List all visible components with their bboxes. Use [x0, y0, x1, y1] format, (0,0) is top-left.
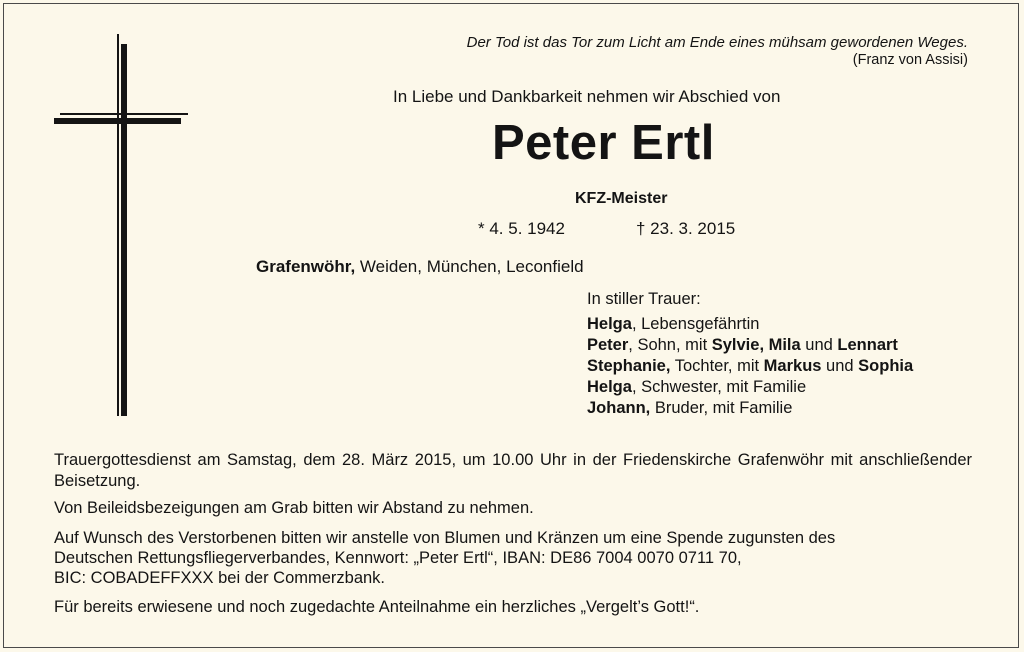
mourner-relation: Tochter, mit [670, 357, 764, 375]
mourner-relation: , Lebensgefährtin [631, 315, 760, 333]
mourner-line [587, 335, 913, 356]
places-rest: Weiden, München, Leconfield [355, 257, 584, 276]
places-bold: Grafenwöhr, [256, 257, 356, 276]
mourner-name: Helga [587, 315, 632, 333]
donation-line-1: Auf Wunsch des Verstorbenen bitten wir anstelle von Blumen und Kränzen um eine Spende zugunsten des [54, 529, 836, 547]
quote-text: Der Tod ist das Tor zum Licht am Ende eines mühsam gewordenen Weges. [466, 34, 968, 51]
mourner-relation: Bruder, mit Familie [650, 399, 793, 417]
donation-line-2: Deutschen Rettungsfliegerverbandes, Kennwort: „Peter Ertl“, IBAN: DE86 7004 0070 0711 70, [54, 549, 742, 567]
deceased-profession: KFZ-Meister [575, 190, 668, 207]
places [256, 257, 584, 277]
mourner-name: Johann, [587, 399, 651, 417]
mourner-line [587, 356, 913, 377]
donation-line-3: BIC: COBADEFFXXX bei der Commerzbank. [54, 569, 386, 587]
mourner-line [587, 314, 913, 335]
mourner-line [587, 398, 913, 419]
deceased-name: Peter Ertl [492, 116, 715, 170]
mourner-line [587, 377, 913, 398]
mourner-name: Sylvie, Mila [711, 336, 801, 354]
mourner-relation: und [800, 336, 838, 354]
mourner-name: Markus [763, 357, 822, 375]
mourner-relation: und [821, 357, 859, 375]
condolence-notice: Von Beileidsbezeigungen am Grab bitten wir Abstand zu nehmen. [54, 499, 534, 517]
thanks-notice: Für bereits erwiesene und noch zugedachte Anteilnahme ein herzliches „Vergelt’s Gott!“. [54, 598, 700, 616]
quote-author: (Franz von Assisi) [852, 52, 968, 68]
death-date: † 23. 3. 2015 [636, 219, 736, 238]
intro-text: In Liebe und Dankbarkeit nehmen wir Abschied von [393, 87, 781, 106]
mourner-name: Peter [587, 336, 629, 354]
mourner-name: Sophia [858, 357, 914, 375]
mourner-relation: , Sohn, mit [628, 336, 712, 354]
mourner-name: Lennart [837, 336, 898, 354]
mourner-name: Stephanie, [587, 357, 671, 375]
birth-date: * 4. 5. 1942 [478, 219, 565, 238]
mourner-relation: , Schwester, mit Familie [631, 378, 807, 396]
mourners-list [587, 314, 913, 419]
service-notice: Trauergottesdienst am Samstag, dem 28. März 2015, um 10.00 Uhr in der Friedenskirche Grafenwöhr mit anschließender Beisetzung. [54, 451, 972, 490]
mourners-heading: In stiller Trauer: [587, 290, 701, 308]
mourner-name: Helga [587, 378, 632, 396]
